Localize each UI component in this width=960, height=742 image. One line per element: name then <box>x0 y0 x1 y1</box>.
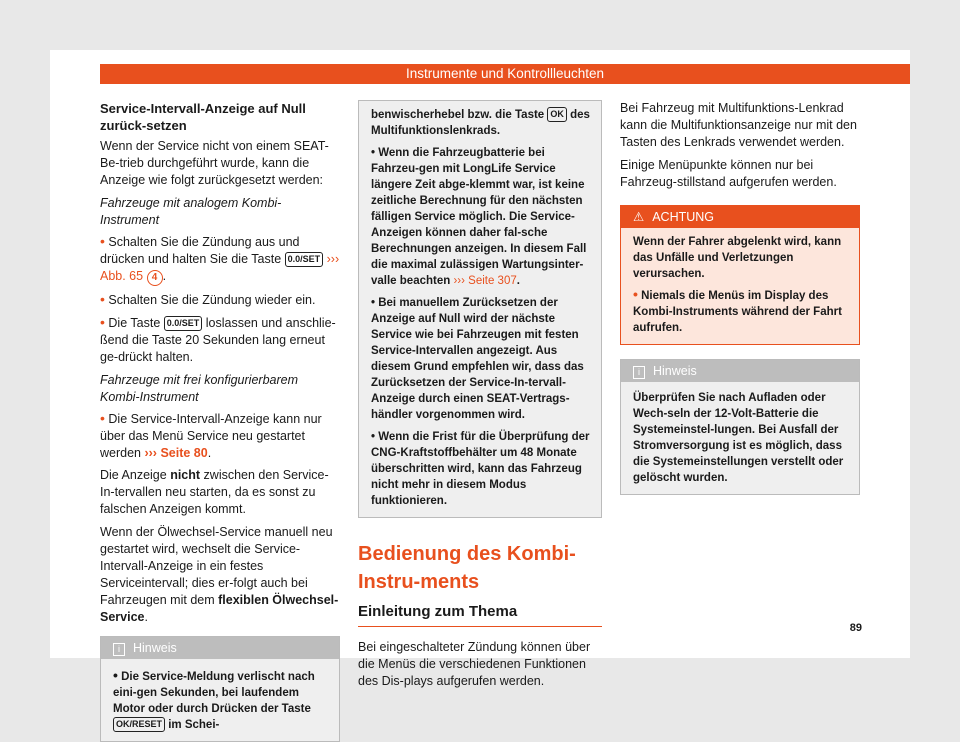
warning-text: Wenn der Fahrer abgelenkt wird, kann das Unfälle und Verletzungen verursachen. <box>633 236 842 280</box>
note-1a: Die Anzeige <box>100 468 167 482</box>
hint-body <box>101 659 339 741</box>
hint-bullet-1-text: Wenn die Fahrzeugbatterie bei Fahrzeu-gen mit LongLife Service längere Zeit abge-klemmt war, ist keine zeitliche Berechnung für den nächsten fälligen Service möglich. Die Service-Anzeigen können daher fal-sche Berechnungen anzeigen. In diesem Fall die maximal zulässigen Wartungsinter-valle beachten <box>371 147 587 287</box>
hint-box-continued <box>358 100 602 518</box>
bullet-icon: • <box>113 667 118 683</box>
hint-title-right: Hinweis <box>653 364 697 378</box>
step-2 <box>100 291 340 309</box>
hint-header-right <box>621 360 859 382</box>
step-3-text-b: loslassen und anschlie-ßend die Taste 20 Sekunden lang erneut ge-drückt halten. <box>100 316 336 364</box>
analog-subheading: Fahrzeuge mit analogem Kombi-Instrument <box>100 196 282 227</box>
paragraph-1: Bei Fahrzeug mit Multifunktions-Lenkrad kann die Multifunktionsanzeige nur mit den Tasten des Lenkrads verwendet werden. <box>620 101 857 149</box>
figure-link[interactable]: ››› Abb. 65 <box>100 252 340 283</box>
callout-number: 4 <box>147 270 163 286</box>
bullet-icon: • <box>100 410 105 426</box>
note-2a: Wenn der Ölwechsel-Service manuell neu gestartet wird, wechselt die Service-Intervall-Anzeige in ein festes Serviceintervall; dies er-folgt auch bei Fahrzeugen mit dem <box>100 525 333 607</box>
step-1-text: Schalten Sie die Zündung aus und drücken und halten Sie die Taste <box>100 235 300 266</box>
hint-header <box>101 637 339 659</box>
hint-box <box>100 636 340 742</box>
bullet-icon: • <box>633 286 638 302</box>
warning-bullet-text: Niemals die Menüs im Display des Kombi-Instruments während der Fahrt aufrufen. <box>633 290 842 334</box>
reset-key-icon: OK/RESET <box>113 717 165 732</box>
ok-key-icon: OK <box>547 107 567 122</box>
step-3-text-a: Die Taste <box>108 316 161 330</box>
section-header: Instrumente und Kontrollleuchten <box>100 64 910 84</box>
warning-title: ACHTUNG <box>652 210 715 224</box>
reset-intro: Wenn der Service nicht von einem SEAT-Be-trieb durchgeführt wurde, kann die Anzeige wie folgt zurückgesetzt werden: <box>100 139 329 187</box>
step-3 <box>100 314 340 366</box>
bullet-icon: • <box>100 314 105 330</box>
step-2-text: Schalten Sie die Zündung wieder ein. <box>108 293 316 307</box>
note-2-emphasis: flexiblen Ölwechsel-Service <box>100 593 339 624</box>
section-title: Bedienung des Kombi-Instru-ments <box>358 543 576 593</box>
note-paragraph-1 <box>100 467 340 518</box>
hint-bullet-2: • Bei manuellem Zurücksetzen der Anzeige auf Null wird der nächste Service wie bei Fahrzeugen mit festen Service-Intervallen angezeigt. Aus diesem Grund empfehlen wir, dass das Zurücksetzen der Service-In-tervall-Anzeige durch einen SEAT-Vertrags-händler vorgenommen wird. <box>371 297 584 421</box>
page-link[interactable]: ››› Seite 307 <box>453 275 517 287</box>
intro-paragraph: Bei eingeschalteter Zündung können über die Menüs die verschiedenen Funktionen des Dis-plays aufgerufen werden. <box>358 640 591 688</box>
set-key-icon: 0.0/SET <box>164 316 203 331</box>
configurable-subheading: Fahrzeuge mit frei konfigurierbarem Kombi-Instrument <box>100 373 298 404</box>
step-4-text: Die Service-Intervall-Anzeige kann nur über das Menü Service neu gestartet werden <box>100 412 322 460</box>
hint-text-a: Die Service-Meldung verlischt nach eini-gen Sekunden, bei laufendem Motor oder durch Drücken der Taste <box>113 671 315 715</box>
warning-icon: ⚠ <box>633 210 645 224</box>
note-1-emphasis: nicht <box>170 468 201 482</box>
page-number: 89 <box>849 622 862 634</box>
warning-box <box>620 205 860 345</box>
info-icon: i <box>113 643 125 656</box>
hint-cont-a: benwischerhebel bzw. die Taste <box>371 109 545 121</box>
hint-continued-body <box>359 101 601 517</box>
column-left <box>100 100 340 742</box>
hint-body-right: Überprüfen Sie nach Aufladen oder Wech-seln der 12-Volt-Batterie die Systemeinstel-lungen. Bei Ausfall der Stromversorgung ist es möglich, dass die Systemeinstellungen verstellt oder gelöscht wurden. <box>621 382 859 494</box>
note-paragraph-2: Wenn der Ölwechsel-Service manuell neu gestartet wird, wechselt die Service-Intervall-Anzeige in ein festes Serviceintervall; dies er-folgt auch bei Fahrzeugen mit dem flexiblen Ölwechsel-Service. <box>100 525 339 624</box>
hint-bullet-2-text: Bei manuellem Zurücksetzen der Anzeige auf Null wird der nächste Service wie bei Fahrzeugen mit festen Service-Intervallen angezeigt. Aus diesem Grund empfehlen wir, dass das Zurücksetzen der Service-In-tervall-Anzeige durch einen SEAT-Vertrags-händler vorgenommen wird. <box>371 297 584 421</box>
warning-body <box>621 228 859 344</box>
hint-cont-b: des Multifunktionslenkrads. <box>371 109 590 137</box>
warning-header <box>621 206 859 228</box>
hint-bullet-1: • Wenn die Fahrzeugbatterie bei Fahrzeu-gen mit LongLife Service längere Zeit abge-klemmt war, ist keine zeitliche Berechnung für den nächsten fälligen Service möglich. Die Service-Anzeigen können daher fal-sche Berechnungen anzeigen. In diesem Fall die maximal zulässigen Wartungsinter-valle beachten ››› Seite 307. <box>371 147 587 287</box>
section-subtitle: Einleitung zum Thema <box>358 602 602 627</box>
page-link[interactable]: ››› Seite 80 <box>144 446 208 460</box>
hint-box-right <box>620 359 860 495</box>
hint-cont-text <box>371 107 591 139</box>
warning-bullet <box>633 286 849 336</box>
reset-heading: Service-Intervall-Anzeige auf Null zurück-setzen <box>100 101 306 133</box>
hint-bullet-3: • Wenn die Frist für die Überprüfung der CNG-Kraftstoffbehälter um 48 Monate überschritten wird, kann das Fahrzeug nicht mehr in diesem Modus funktionieren. <box>371 431 590 507</box>
column-right <box>620 100 860 495</box>
info-icon: i <box>633 366 645 379</box>
hint-title: Hinweis <box>133 641 177 655</box>
set-key-icon: 0.0/SET <box>285 252 324 267</box>
bullet-icon: • <box>100 291 105 307</box>
note-1c: zwischen den Service-In-tervallen neu starten, da es sonst zu falschen Anzeigen kommt. <box>100 468 329 516</box>
manual-page <box>50 50 910 731</box>
bullet-icon: • <box>100 233 105 249</box>
hint-bullet-3-text: Wenn die Frist für die Überprüfung der CNG-Kraftstoffbehälter um 48 Monate überschritten wird, kann das Fahrzeug nicht mehr in diesem Modus funktionieren. <box>371 431 590 507</box>
column-middle <box>358 100 602 696</box>
step-1: • Schalten Sie die Zündung aus und drücken und halten Sie die Taste 0.0/SET ››› Abb. 65 4 . <box>100 233 340 286</box>
hint-text-b: im Schei- <box>168 719 220 731</box>
paragraph-2: Einige Menüpunkte können nur bei Fahrzeug-stillstand aufgerufen werden. <box>620 158 837 189</box>
step-4: • Die Service-Intervall-Anzeige kann nur über das Menü Service neu gestartet werden ››› Seite 80. <box>100 410 322 460</box>
